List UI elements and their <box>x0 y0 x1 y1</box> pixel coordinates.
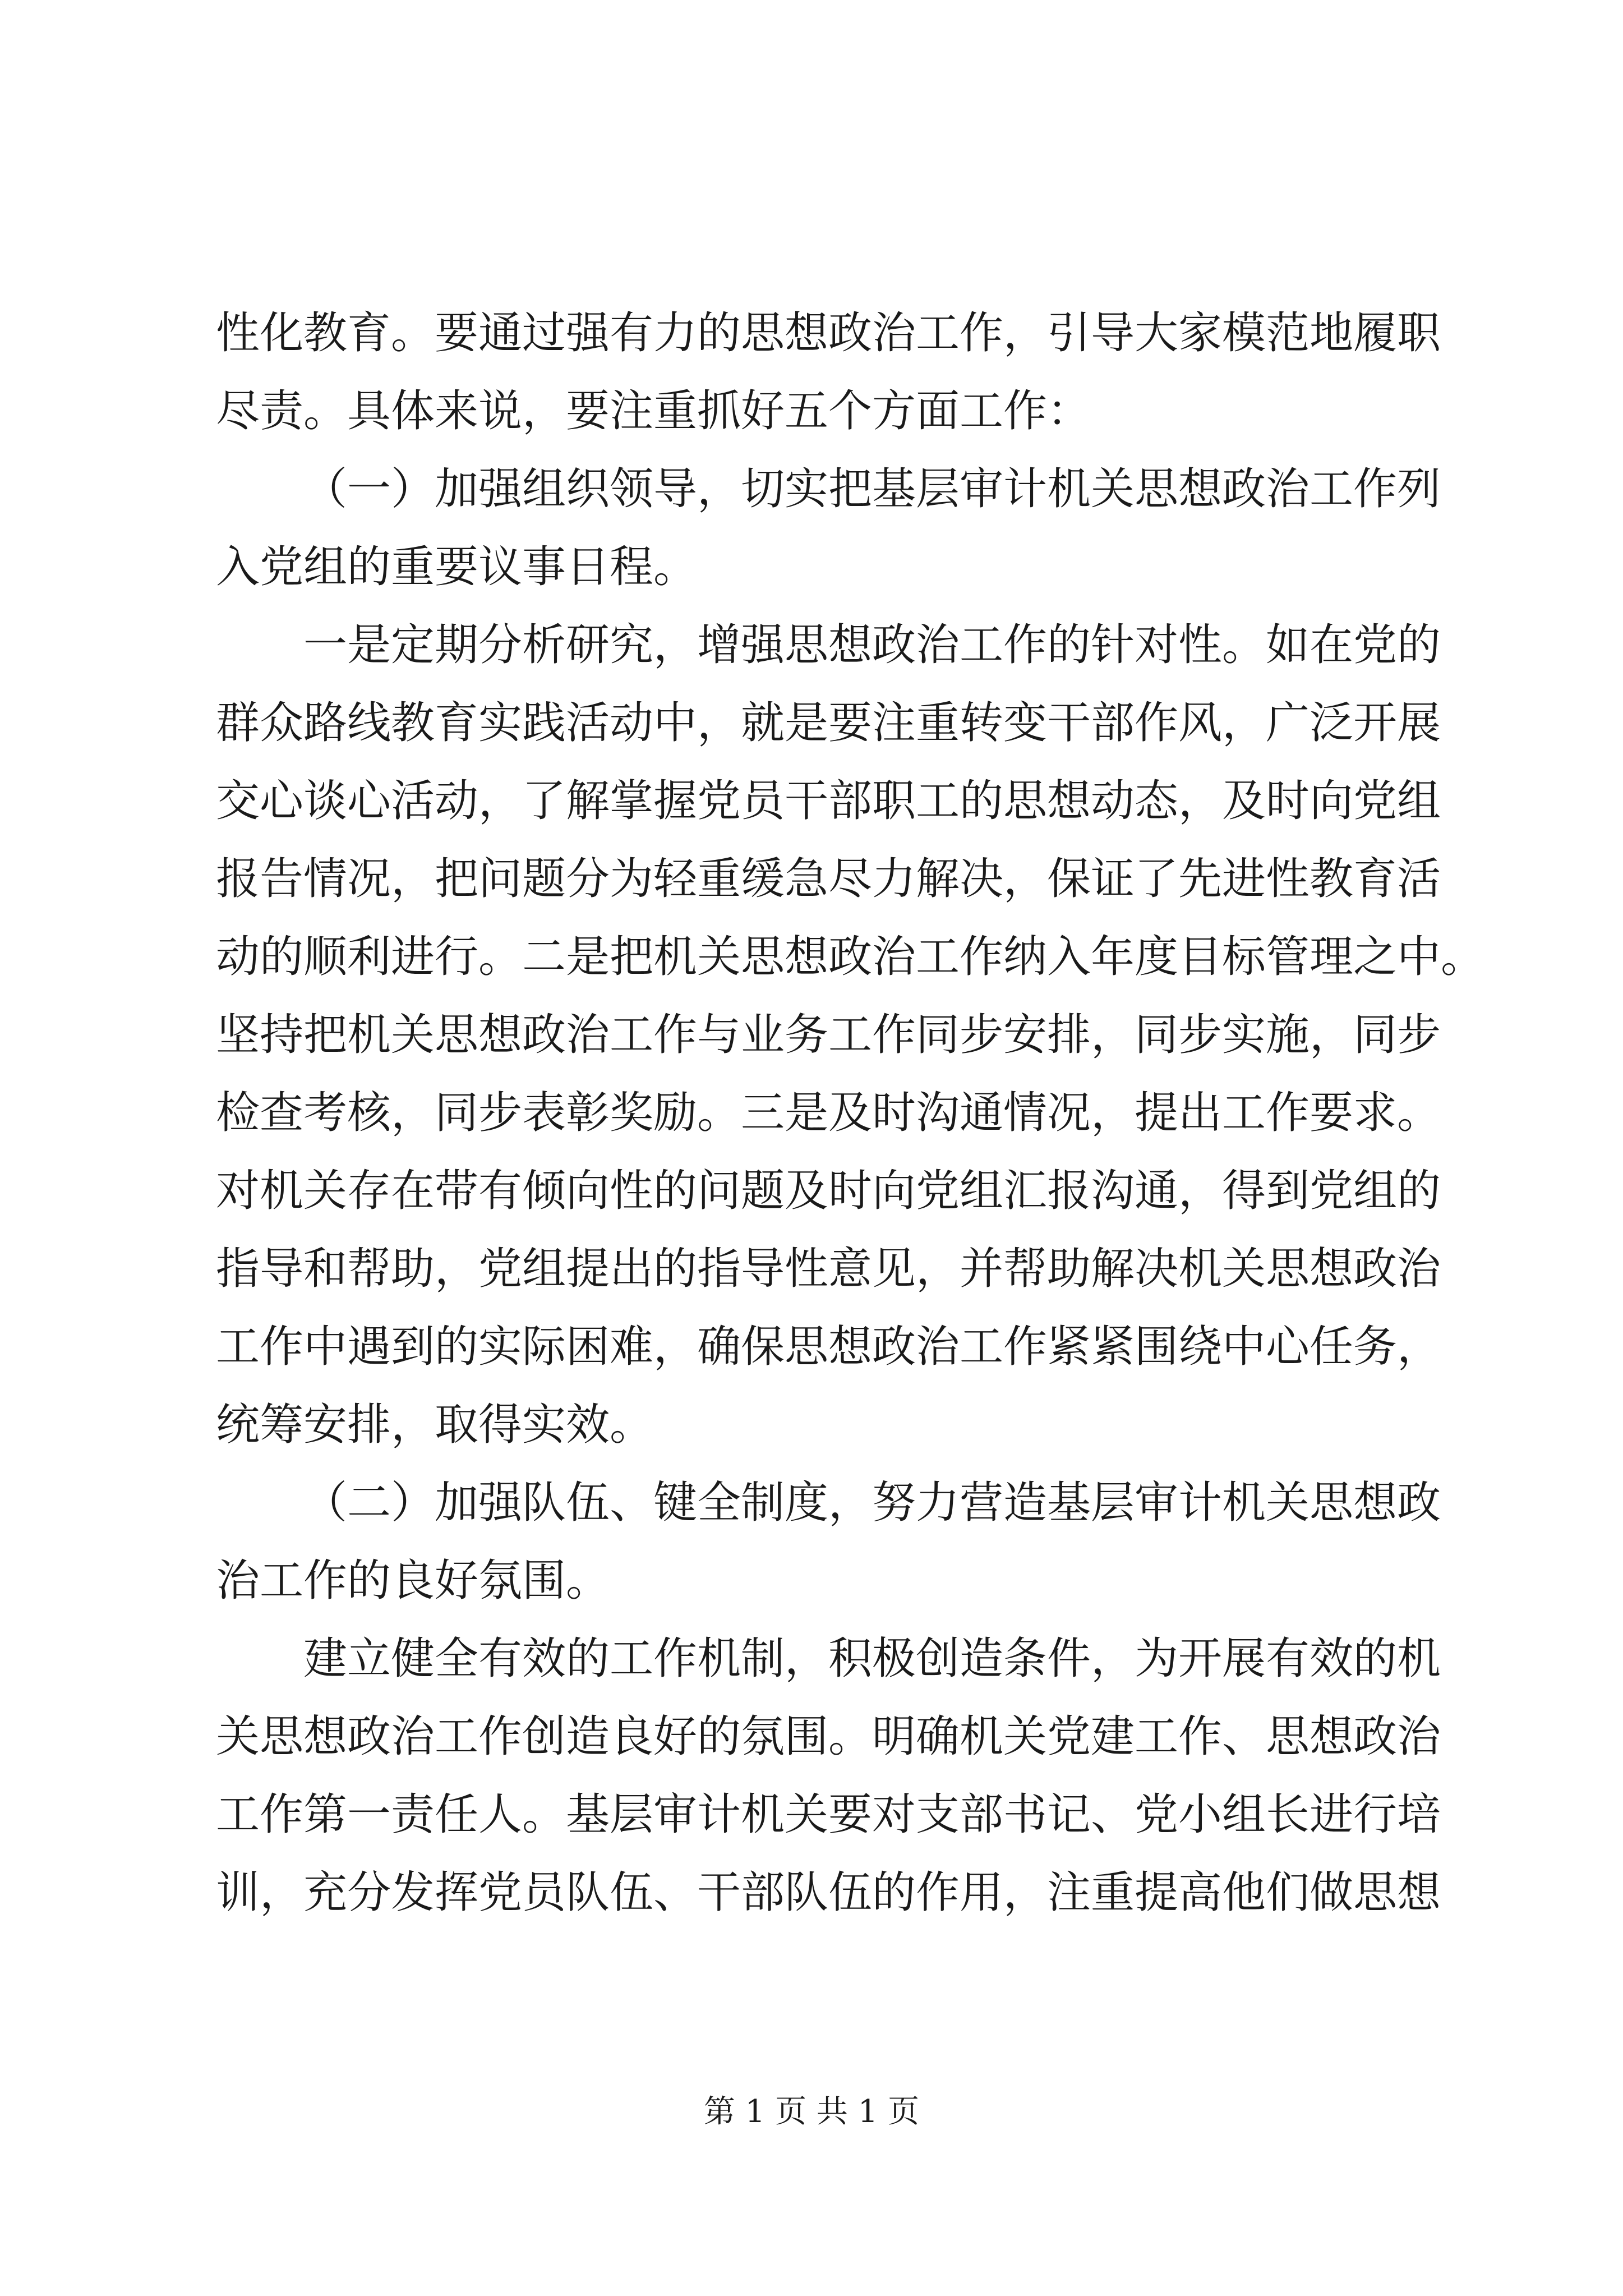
text-line: 坚持把机关思想政治工作与业务工作同步安排，同步实施，同步 <box>216 1010 1441 1060</box>
text-line: 群众路线教育实践活动中，就是要注重转变干部作风，广泛开展 <box>216 698 1441 748</box>
text-line: 检查考核，同步表彰奖励。三是及时沟通情况，提出工作要求。 <box>216 1088 1441 1138</box>
text-line: 一是定期分析研究，增强思想政治工作的针对性。如在党的 <box>303 620 1441 670</box>
text-line: 统筹安排，取得实效。 <box>216 1400 654 1450</box>
page-footer: 第 1 页 共 1 页 <box>703 2093 920 2130</box>
text-line: 入党组的重要议事日程。 <box>216 542 698 592</box>
text-line: 关思想政治工作创造良好的氛围。明确机关党建工作、思想政治 <box>216 1711 1441 1762</box>
text-line: 工作中遇到的实际困难，确保思想政治工作紧紧围绕中心任务， <box>216 1322 1441 1372</box>
text-line: （一）加强组织领导，切实把基层审计机关思想政治工作列 <box>303 464 1441 514</box>
document-body <box>216 295 1485 1932</box>
text-line: 报告情况，把问题分为轻重缓急尽力解决，保证了先进性教育活 <box>216 854 1441 904</box>
text-line: 性化教育。要通过强有力的思想政治工作，引导大家模范地履职 <box>216 308 1441 358</box>
text-line: 指导和帮助，党组提出的指导性意见，并帮助解决机关思想政治 <box>216 1244 1441 1294</box>
text-line: （二）加强队伍、键全制度，努力营造基层审计机关思想政 <box>303 1478 1441 1528</box>
text-line: 训，充分发挥党员队伍、干部队伍的作用，注重提高他们做思想 <box>216 1867 1441 1918</box>
text-line: 对机关存在带有倾向性的问题及时向党组汇报沟通，得到党组的 <box>216 1166 1441 1216</box>
text-line: 工作第一责任人。基层审计机关要对支部书记、党小组长进行培 <box>216 1789 1441 1840</box>
text-line: 交心谈心活动，了解掌握党员干部职工的思想动态，及时向党组 <box>216 776 1441 826</box>
text-line: 治工作的良好氛围。 <box>216 1556 610 1606</box>
text-line: 尽责。具体来说，要注重抓好五个方面工作： <box>216 386 1091 436</box>
text-line: 建立健全有效的工作机制，积极创造条件，为开展有效的机 <box>303 1634 1441 1684</box>
text-line: 动的顺利进行。二是把机关思想政治工作纳入年度目标管理之中。 <box>216 932 1485 982</box>
